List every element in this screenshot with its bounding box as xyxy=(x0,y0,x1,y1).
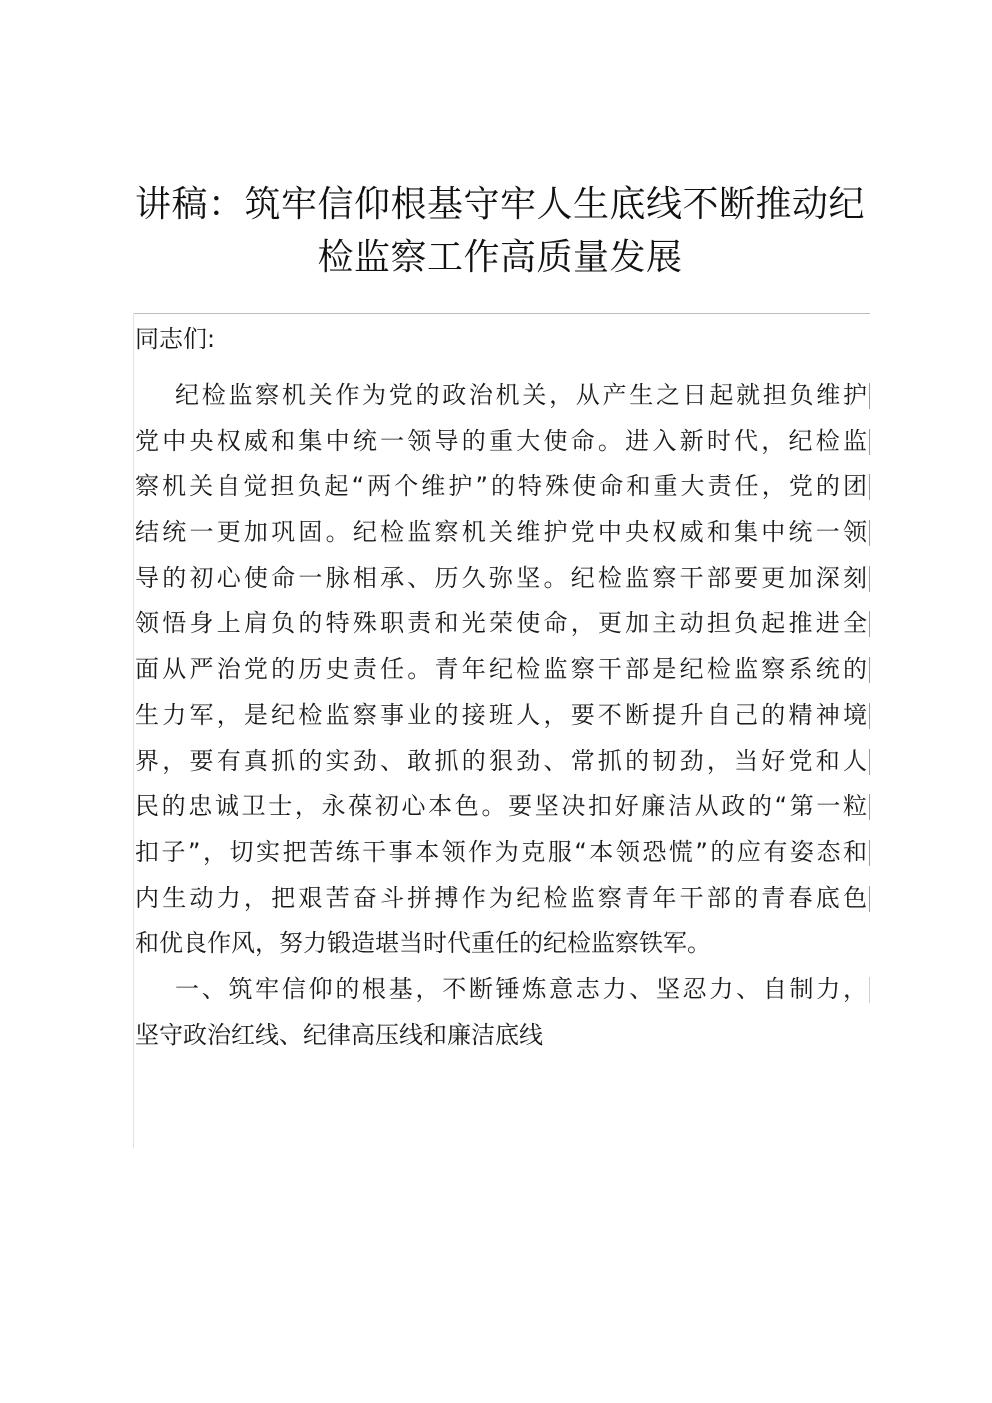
heading-1-line: 坚守政治红线、纪律高压线和廉洁底线 xyxy=(135,1020,543,1049)
paragraph-1-line: 扣子”，切实把苦练干事本领作为克服“本领恐慌”的应有姿态和 xyxy=(135,830,867,876)
paragraph-1-line: 党中央权威和集中统一领导的重大使命。进入新时代，纪检监 xyxy=(135,419,867,465)
title-line-1: 讲稿：筑牢信仰根基守牢人生底线不断推动纪 xyxy=(134,184,865,225)
title-line-2: 检监察工作高质量发展 xyxy=(317,237,683,278)
paragraph-1-line: 内生动力，把艰苦奋斗拼搏作为纪检监察青年干部的青春底色 xyxy=(135,876,867,922)
heading-1-line: 一、筑牢信仰的根基，不断锤炼意志力、坚忍力、自制力， xyxy=(135,967,867,1013)
paragraph-1-line: 纪检监察机关作为党的政治机关，从产生之日起就担负维护 xyxy=(135,373,867,419)
body-text xyxy=(135,373,867,1058)
paragraph-1-line: 民的忠诚卫士，永葆初心本色。要坚决扣好廉洁从政的“第一粒 xyxy=(135,784,867,830)
title-divider xyxy=(133,313,870,314)
document-title xyxy=(128,178,872,284)
paragraph-1-line: 生力军，是纪检监察事业的接班人，要不断提升自己的精神境 xyxy=(135,693,867,739)
greeting: 同志们: xyxy=(135,325,216,353)
text-frame-edge xyxy=(133,313,134,1148)
paragraph-1-line: 结统一更加巩固。纪检监察机关维护党中央权威和集中统一领 xyxy=(135,510,867,556)
paragraph-1-line: 界，要有真抓的实劲、敢抓的狠劲、常抓的韧劲，当好党和人 xyxy=(135,739,867,785)
paragraph-1-line: 察机关自觉担负起“两个维护”的特殊使命和重大责任，党的团 xyxy=(135,464,867,510)
paragraph-1-line: 导的初心使命一脉相承、历久弥坚。纪检监察干部要更加深刻 xyxy=(135,556,867,602)
paragraph-1-line: 面从严治党的历史责任。青年纪检监察干部是纪检监察系统的 xyxy=(135,647,867,693)
paragraph-1-line: 和优良作风，努力锻造堪当时代重任的纪检监察铁军。 xyxy=(135,929,711,958)
paragraph-1-line: 领悟身上肩负的特殊职责和光荣使命，更加主动担负起推进全 xyxy=(135,601,867,647)
